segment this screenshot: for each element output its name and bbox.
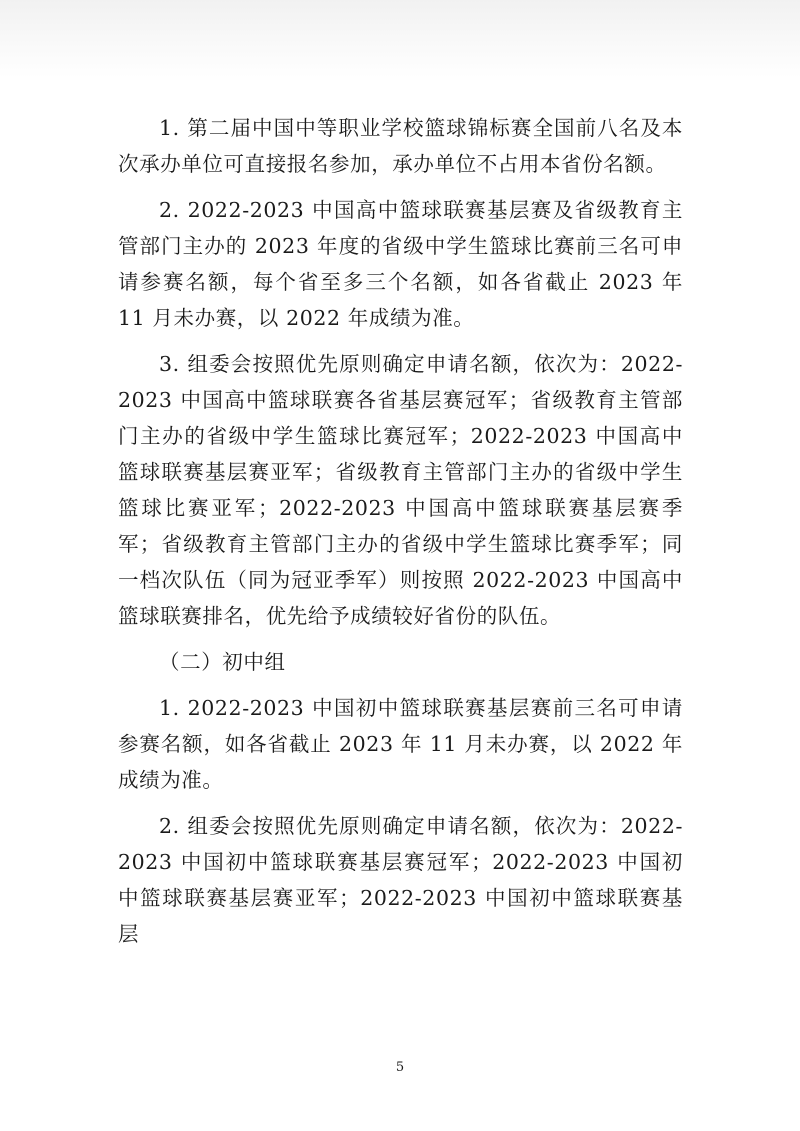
section-heading: （二）初中组 [159,650,286,674]
document-body [118,110,683,962]
paragraph-1: 1. 第二届中国中等职业学校篮球锦标赛全国前八名及本次承办单位可直接报名参加，承办单位不占用本省份名额。 [118,116,683,176]
junior-paragraph-1: 1. 2022-2023 中国初中篮球联赛基层赛前三名可申请参赛名额，如各省截止 2023 年 11 月未办赛，以 2022 年成绩为准。 [118,696,683,792]
paragraph-3: 3. 组委会按照优先原则确定申请名额，依次为：2022-2023 中国高中篮球联赛各省基层赛冠军；省级教育主管部门主办的省级中学生篮球比赛冠军；2022-2023 中国高中篮球联赛基层赛亚军；省级教育主管部门主办的省级中学生篮球比赛亚军；2022-2023 中国高中篮球联赛基层赛季军；省级教育主管部门主办的省级中学生篮球比赛季军；同一档次队伍（同为冠亚季军）则按照 2022-2023 中国高中篮球联赛排名，优先给予成绩较好省份的队伍。 [118,352,683,628]
junior-paragraph-2: 2. 组委会按照优先原则确定申请名额，依次为：2022-2023 中国初中篮球联赛基层赛冠军；2022-2023 中国初中篮球联赛基层赛亚军；2022-2023 中国初中篮球联赛基层 [118,814,683,946]
paragraph-2: 2. 2022-2023 中国高中篮球联赛基层赛及省级教育主管部门主办的 2023 年度的省级中学生篮球比赛前三名可申请参赛名额，每个省至多三个名额，如各省截止 2023 年 11 月未办赛，以 2022 年成绩为准。 [118,198,683,330]
scan-top-shade [0,0,800,78]
page-number: 5 [395,1060,405,1075]
